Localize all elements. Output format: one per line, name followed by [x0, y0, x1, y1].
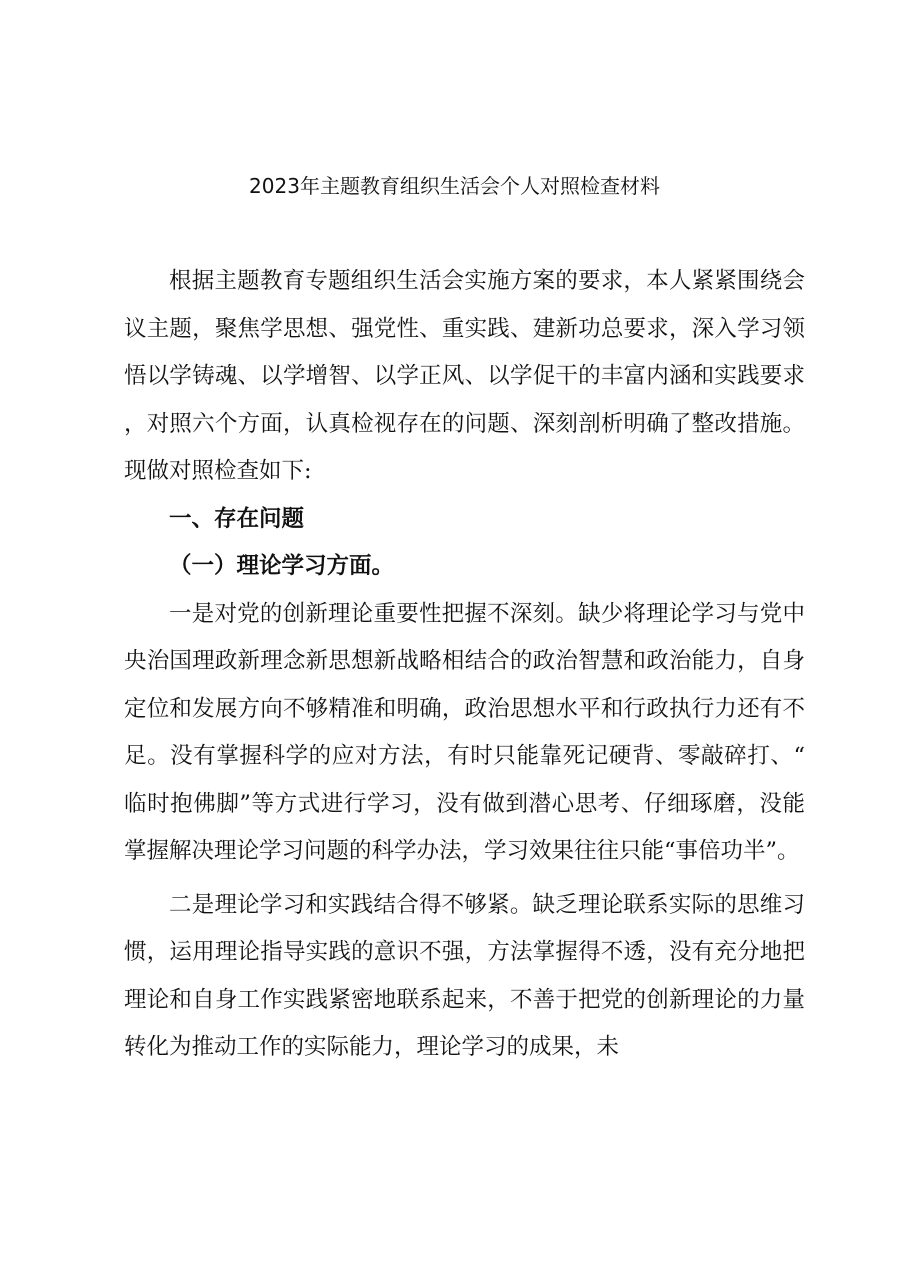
document-body: [124, 258, 805, 1072]
document-title: 2023年主题教育组织生活会个人对照检查材料: [249, 174, 660, 198]
intro-paragraph: 根据主题教育专题组织生活会实施方案的要求，本人紧紧围绕会议主题，聚焦学思想、强党性、重实践、建新功总要求，深入学习领悟以学铸魂、以学增智、以学正风、以学促干的丰富内涵和实践要求，对照六个方面，认真检视存在的问题、深刻剖析明确了整改措施。现做对照检查如下:: [124, 268, 805, 484]
section-heading-problems: 一、存在问题: [169, 505, 305, 532]
body-paragraph-2: 二是理论学习和实践结合得不够紧。缺乏理论联系实际的思维习惯，运用理论指导实践的意识不强，方法掌握得不透，没有充分地把理论和自身工作实践紧密地联系起来，不善于把党的创新理论的力量转化为推动工作的实际能力，理论学习的成果，未: [124, 891, 805, 1060]
subsection-heading-theory-study: （一）理论学习方面。: [169, 553, 395, 579]
body-paragraph-1: 一是对党的创新理论重要性把握不深刻。缺少将理论学习与党中央治国理政新理念新思想新战略相结合的政治智慧和政治能力，自身定位和发展方向不够精准和明确，政治思想水平和行政执行力还有不足。没有掌握科学的应对方法，有时只能靠死记硬背、零敲碎打、“临时抱佛脚”等方式进行学习，没有做到潜心思考、仔细琢磨，没能掌握解决理论学习问题的科学办法，学习效果往往只能“事倍功半”。: [124, 600, 805, 864]
